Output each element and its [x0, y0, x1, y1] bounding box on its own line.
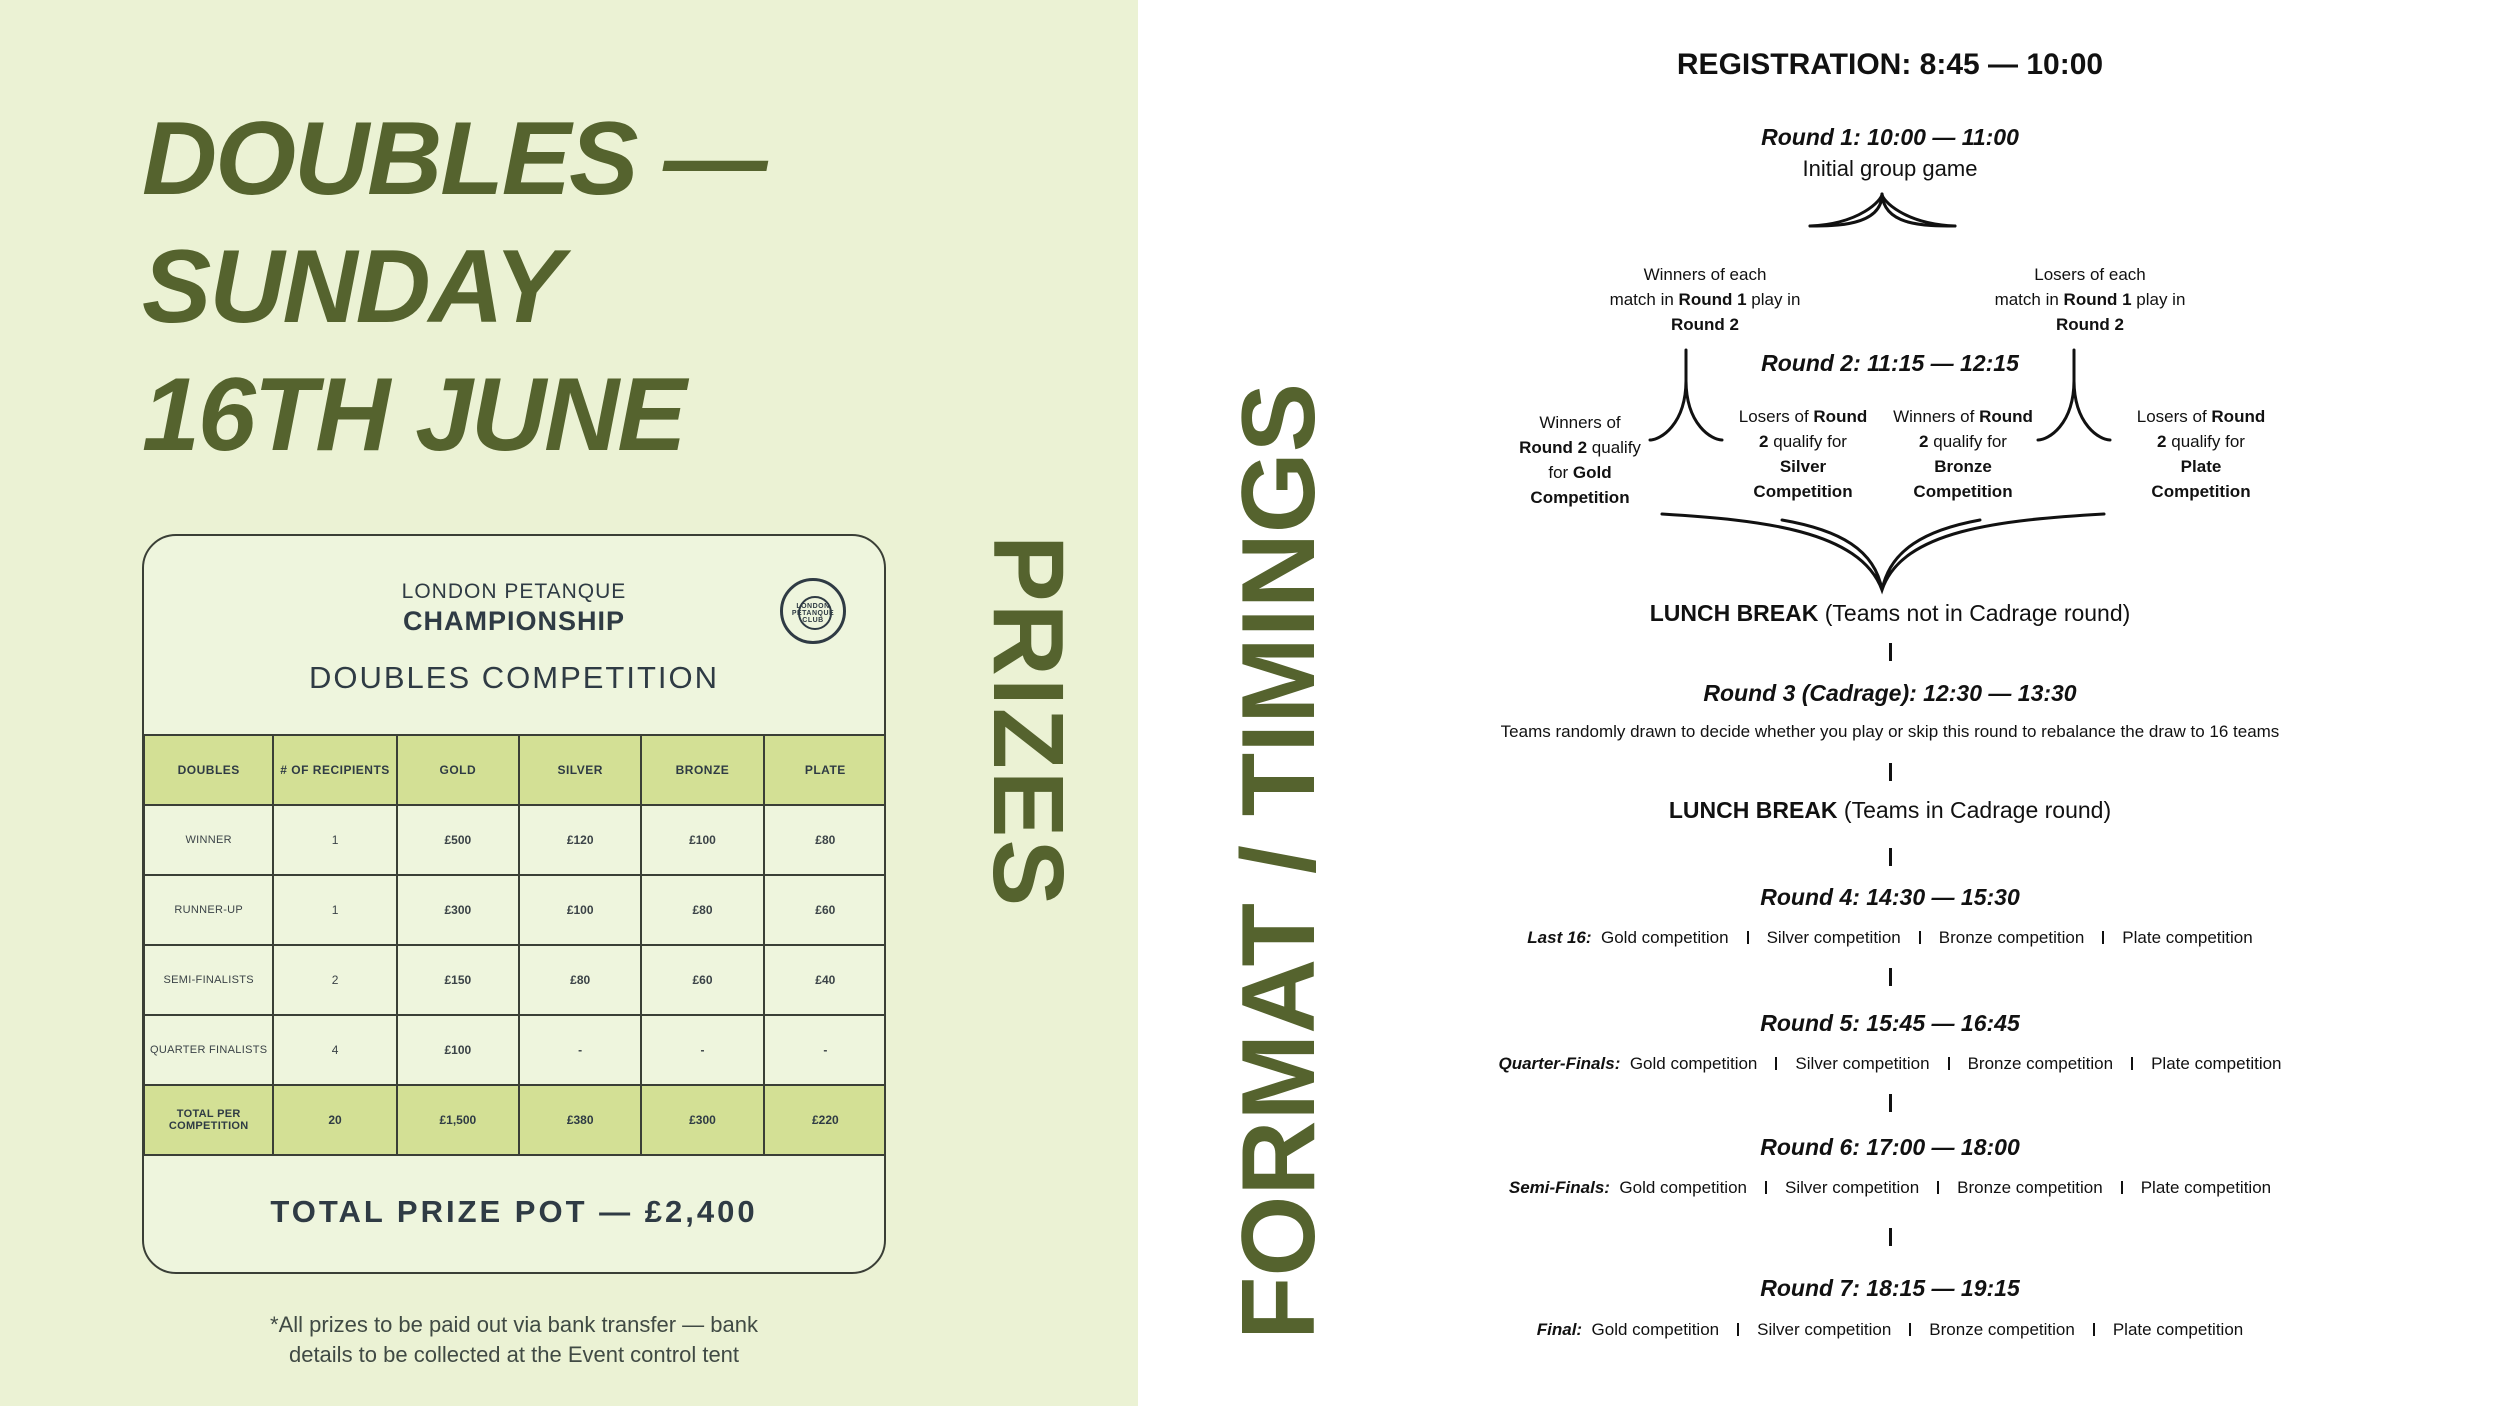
row-label: SEMI-FINALISTS [144, 945, 273, 1015]
separator [1775, 1057, 1777, 1070]
silver-q-text: qualify for [1768, 432, 1847, 451]
bronze-qualify-note [1888, 404, 2038, 504]
row-label: QUARTER FINALISTS [144, 1015, 273, 1085]
separator [2102, 931, 2104, 944]
silver-q-num: 2 [1759, 432, 1769, 451]
round7-time: Round 7: 18:15 — 19:15 [1760, 1275, 2020, 1301]
row-label: WINNER [144, 805, 273, 875]
prize-table [143, 734, 886, 1156]
round5-stage: Quarter-Finals: [1498, 1054, 1621, 1073]
round1-description: Initial group game [1802, 156, 1978, 181]
winners-r1-text: match in [1609, 290, 1679, 309]
round7-stage: Final: [1536, 1320, 1583, 1339]
row-gold: £300 [397, 875, 519, 945]
merge-connector [1662, 514, 2104, 590]
plate-q-comp: Plate [2180, 457, 2222, 476]
header-recipients: # OF RECIPIENTS [273, 735, 396, 805]
plate-competition: Plate competition [2151, 1054, 2282, 1073]
separator [1948, 1057, 1950, 1070]
row-plate: - [764, 1015, 886, 1085]
silver-q-competition: Competition [1753, 482, 1853, 501]
round3-note: Teams randomly drawn to decide whether you play or skip this round to rebalance the draw to 16 teams [1500, 722, 2280, 741]
flow-tick [1889, 1228, 1892, 1246]
logo-text: LONDON PETANQUE CLUB [791, 603, 835, 624]
payment-footnote [142, 1310, 886, 1370]
plate-qualify-note [2126, 404, 2276, 504]
total-plate: £220 [764, 1085, 886, 1155]
losers-r1-text: match in [1994, 290, 2064, 309]
table-header-row [144, 735, 886, 805]
plate-q-num: 2 [2157, 432, 2167, 451]
lunch-break-2 [1440, 797, 2340, 824]
total-label: TOTAL PER COMPETITION [144, 1085, 273, 1155]
row-bronze: £100 [641, 805, 763, 875]
separator [1765, 1181, 1767, 1194]
winners-r1-round: Round 1 [1678, 290, 1747, 309]
table-row [144, 805, 886, 875]
separator [1909, 1323, 1911, 1336]
silver-q-round: Round [1813, 407, 1868, 426]
losers-r1-round2: Round 2 [2056, 315, 2124, 334]
prizes-panel [0, 0, 1138, 1406]
gold-competition: Gold competition [1591, 1320, 1720, 1339]
bronze-competition: Bronze competition [1967, 1054, 2114, 1073]
row-recipients: 1 [273, 875, 396, 945]
row-gold: £100 [397, 1015, 519, 1085]
plate-q-text: Losers of [2136, 407, 2212, 426]
round5-competitions [1440, 1054, 2340, 1074]
header-bronze: BRONZE [641, 735, 763, 805]
plate-q-competition: Competition [2151, 482, 2251, 501]
bronze-competition: Bronze competition [1929, 1320, 2075, 1339]
separator [2093, 1323, 2095, 1336]
bronze-q-text: qualify for [1928, 432, 2007, 451]
round5-time: Round 5: 15:45 — 16:45 [1760, 1010, 2020, 1036]
round3-time: Round 3 (Cadrage): 12:30 — 13:30 [1703, 680, 2077, 706]
lunch-break-1-label: LUNCH BREAK [1649, 600, 1819, 626]
bronze-q-num: 2 [1919, 432, 1929, 451]
round6-competitions [1440, 1178, 2340, 1198]
row-recipients: 1 [273, 805, 396, 875]
separator [1937, 1181, 1939, 1194]
row-silver: £100 [519, 875, 641, 945]
silver-competition: Silver competition [1785, 1178, 1920, 1197]
title-line-3: 16TH JUNE [142, 357, 685, 473]
registration-time: REGISTRATION: 8:45 — 10:00 [1676, 48, 2104, 81]
round4-time: Round 4: 14:30 — 15:30 [1760, 884, 2020, 910]
silver-qualify-note [1728, 404, 1878, 504]
gold-competition: Gold competition [1601, 928, 1729, 947]
table-row [144, 875, 886, 945]
separator [2131, 1057, 2133, 1070]
bronze-q-comp: Bronze [1934, 457, 1992, 476]
winners-r1-note [1580, 262, 1830, 337]
competition-title: DOUBLES COMPETITION [308, 660, 720, 695]
silver-q-text: Losers of [1738, 407, 1814, 426]
lunch-break-2-label: LUNCH BREAK [1668, 797, 1838, 823]
total-silver: £380 [519, 1085, 641, 1155]
winners-r1-line [1580, 287, 1830, 312]
round2-time: Round 2: 11:15 — 12:15 [1761, 350, 2019, 376]
winners-r1-line: Winners of each [1643, 265, 1767, 284]
title-line-2: SUNDAY [142, 229, 562, 345]
silver-competition: Silver competition [1757, 1320, 1892, 1339]
total-gold: £1,500 [397, 1085, 519, 1155]
lunch-break-2-note: (Teams in Cadrage round) [1837, 797, 2112, 823]
round6-time: Round 6: 17:00 — 18:00 [1760, 1134, 2020, 1160]
row-label: RUNNER-UP [144, 875, 273, 945]
separator [1919, 931, 1921, 944]
event-title [142, 95, 765, 479]
losers-r1-round: Round 1 [2063, 290, 2132, 309]
title-line-1: DOUBLES — [142, 101, 766, 217]
bronze-q-text: Winners of [1893, 407, 1980, 426]
club-name: LONDON PETANQUE [401, 580, 627, 603]
gold-competition: Gold competition [1629, 1054, 1758, 1073]
round1-time: Round 1: 10:00 — 11:00 [1761, 124, 2019, 150]
club-logo-icon [780, 578, 846, 644]
plate-competition: Plate competition [2112, 1320, 2244, 1339]
row-recipients: 2 [273, 945, 396, 1015]
footnote-line-2: details to be collected at the Event control tent [288, 1342, 740, 1367]
losers-r1-line [1965, 287, 2215, 312]
plate-q-text: qualify for [2166, 432, 2245, 451]
bronze-competition: Bronze competition [1957, 1178, 2103, 1197]
silver-q-comp: Silver [1779, 457, 1827, 476]
table-row [144, 945, 886, 1015]
footnote-line-1: *All prizes to be paid out via bank transfer — bank [270, 1312, 758, 1337]
gold-qualify-note [1500, 410, 1660, 510]
flow-tick [1889, 643, 1892, 661]
separator [2121, 1181, 2123, 1194]
gold-q-competition: Competition [1530, 488, 1630, 507]
flow-tick [1889, 848, 1892, 866]
row-silver: - [519, 1015, 641, 1085]
table-row [144, 1015, 886, 1085]
gold-q-text: qualify [1587, 438, 1641, 457]
lunch-break-1-note: (Teams not in Cadrage round) [1818, 600, 2131, 626]
losers-r1-line: Losers of each [2034, 265, 2146, 284]
prizes-heading: PRIZES [972, 535, 1084, 909]
row-silver: £120 [519, 805, 641, 875]
flow-tick [1889, 1094, 1892, 1112]
gold-q-text: for [1548, 463, 1573, 482]
lunch-break-1 [1440, 600, 2340, 627]
row-silver: £80 [519, 945, 641, 1015]
card-header [144, 536, 884, 734]
round4-competitions [1440, 928, 2340, 948]
row-bronze: £80 [641, 875, 763, 945]
losers-r1-note [1965, 262, 2215, 337]
row-recipients: 4 [273, 1015, 396, 1085]
row-plate: £80 [764, 805, 886, 875]
plate-q-round: Round [2211, 407, 2266, 426]
winners-r1-text: play in [1746, 290, 1801, 309]
separator [1747, 931, 1749, 944]
row-gold: £150 [397, 945, 519, 1015]
row-plate: £60 [764, 875, 886, 945]
total-recipients: 20 [273, 1085, 396, 1155]
flow-tick [1889, 763, 1892, 781]
round4-stage: Last 16: [1527, 928, 1592, 947]
timings-flow [1440, 0, 2500, 1406]
bronze-competition: Bronze competition [1938, 928, 2085, 947]
round6-stage: Semi-Finals: [1508, 1178, 1610, 1197]
prize-card [142, 534, 886, 1274]
format-timings-heading: FORMAT / TIMINGS [1221, 382, 1337, 1340]
row-bronze: £60 [641, 945, 763, 1015]
gold-q-round: Round 2 [1519, 438, 1588, 457]
round7-competitions [1440, 1320, 2340, 1340]
flow-tick [1889, 968, 1892, 986]
table-total-row [144, 1085, 886, 1155]
round1-split-connector-left [1810, 194, 1882, 226]
gold-q-line: Winners of [1539, 413, 1621, 432]
plate-competition: Plate competition [2122, 928, 2253, 947]
total-prize-pot: TOTAL PRIZE POT — £2,400 [270, 1194, 758, 1229]
gold-q-comp: Gold [1572, 463, 1612, 482]
silver-competition: Silver competition [1766, 928, 1901, 947]
bronze-q-round: Round [1979, 407, 2033, 426]
header-plate: PLATE [764, 735, 886, 805]
gold-competition: Gold competition [1619, 1178, 1747, 1197]
total-bronze: £300 [641, 1085, 763, 1155]
separator [1737, 1323, 1739, 1336]
championship-title: CHAMPIONSHIP [402, 606, 625, 636]
winners-r1-round2: Round 2 [1671, 315, 1739, 334]
silver-competition: Silver competition [1795, 1054, 1930, 1073]
header-silver: SILVER [519, 735, 641, 805]
header-gold: GOLD [397, 735, 519, 805]
plate-competition: Plate competition [2140, 1178, 2272, 1197]
row-gold: £500 [397, 805, 519, 875]
round1-split-connector-right [1882, 194, 1955, 226]
bronze-q-competition: Competition [1913, 482, 2013, 501]
row-plate: £40 [764, 945, 886, 1015]
row-bronze: - [641, 1015, 763, 1085]
losers-r1-text: play in [2131, 290, 2186, 309]
header-doubles: DOUBLES [144, 735, 273, 805]
